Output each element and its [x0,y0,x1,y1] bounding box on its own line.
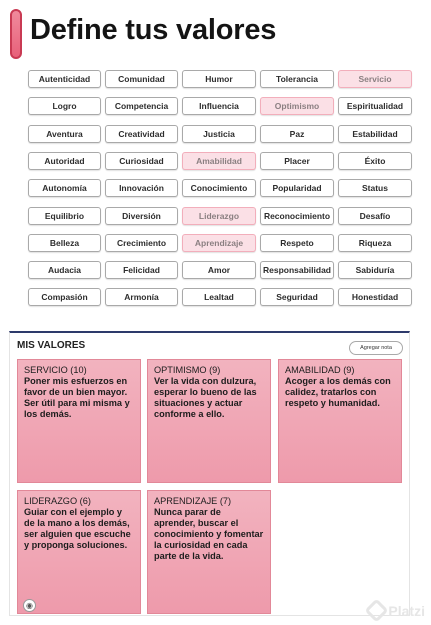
value-chip-innovacion[interactable]: Innovación [105,179,178,197]
value-chip-logro[interactable]: Logro [28,97,101,115]
value-chip-autonomia[interactable]: Autonomía [28,179,101,197]
value-chip-seguridad[interactable]: Seguridad [260,288,334,306]
value-chip-respeto[interactable]: Respeto [260,234,334,252]
value-chip-optimismo[interactable]: Optimismo [260,97,334,115]
value-chip-amor[interactable]: Amor [182,261,256,279]
note-servicio[interactable] [17,359,141,483]
watermark-text: Platzi [388,602,425,619]
value-chip-popularidad[interactable]: Popularidad [260,179,334,197]
value-chip-amabilidad[interactable]: Amabilidad [182,152,256,170]
note-heading: SERVICIO (10) [24,365,87,375]
value-chip-equilibrio[interactable]: Equilibrio [28,207,101,225]
value-chip-autoridad[interactable]: Autoridad [28,152,101,170]
note-body: Poner mis esfuerzos en favor de un bien mayor. Ser útil para mi misma y los demás. [24,376,130,419]
value-chip-conocimiento[interactable]: Conocimiento [182,179,256,197]
page-title: Define tus valores [30,14,277,46]
lock-icon[interactable]: ◉ [23,599,36,612]
note-body: Nunca parar de aprender, buscar el conocimiento y fomentar la curiosidad en cada parte de la vida. [154,507,264,561]
value-chip-autenticidad[interactable]: Autenticidad [28,70,101,88]
note-body: Guiar con el ejemplo y de la mano a los demás, ser alguien que escuche y proponga soluciones. [24,507,131,550]
value-chip-reconocimiento[interactable]: Reconocimiento [260,207,334,225]
value-chip-crecimiento[interactable]: Crecimiento [105,234,178,252]
value-chip-lealtad[interactable]: Lealtad [182,288,256,306]
value-chip-influencia[interactable]: Influencia [182,97,256,115]
value-chip-humor[interactable]: Humor [182,70,256,88]
note-body: Ver la vida con dulzura, esperar lo bueno de las situaciones y actuar conforme a ello. [154,376,257,419]
value-chip-competencia[interactable]: Competencia [105,97,178,115]
note-amabilidad[interactable] [278,359,402,483]
note-liderazgo[interactable] [17,490,141,614]
value-chip-estabilidad[interactable]: Estabilidad [338,125,412,143]
value-chip-liderazgo[interactable]: Liderazgo [182,207,256,225]
title-accent-bar [10,9,22,59]
platzi-watermark [368,602,425,619]
value-chip-compasion[interactable]: Compasión [28,288,101,306]
note-optimismo[interactable] [147,359,271,483]
value-chip-espiritualidad[interactable]: Espiritualidad [338,97,412,115]
note-body: Acoger a los demás con calidez, tratarlos con respeto y humanidad. [285,376,391,408]
value-chip-exito[interactable]: Éxito [338,152,412,170]
value-chip-aventura[interactable]: Aventura [28,125,101,143]
note-heading: APRENDIZAJE (7) [154,496,232,506]
value-chip-audacia[interactable]: Audacia [28,261,101,279]
value-chip-paz[interactable]: Paz [260,125,334,143]
value-chip-aprendizaje[interactable]: Aprendizaje [182,234,256,252]
value-chip-honestidad[interactable]: Honestidad [338,288,412,306]
value-chip-riqueza[interactable]: Riqueza [338,234,412,252]
value-chip-sabiduria[interactable]: Sabiduría [338,261,412,279]
value-chip-comunidad[interactable]: Comunidad [105,70,178,88]
value-chip-belleza[interactable]: Belleza [28,234,101,252]
panel-title: MIS VALORES [17,340,86,351]
value-chip-creatividad[interactable]: Creatividad [105,125,178,143]
value-chip-placer[interactable]: Placer [260,152,334,170]
value-chip-curiosidad[interactable]: Curiosidad [105,152,178,170]
note-aprendizaje[interactable] [147,490,271,614]
value-chip-justicia[interactable]: Justicia [182,125,256,143]
value-chip-felicidad[interactable]: Felicidad [105,261,178,279]
note-heading: OPTIMISMO (9) [154,365,221,375]
value-chip-servicio[interactable]: Servicio [338,70,412,88]
value-chip-diversion[interactable]: Diversión [105,207,178,225]
value-chip-status[interactable]: Status [338,179,412,197]
note-heading: LIDERAZGO (6) [24,496,91,506]
note-heading: AMABILIDAD (9) [285,365,355,375]
platzi-logo-icon [365,598,389,622]
value-chip-desafio[interactable]: Desafío [338,207,412,225]
value-chip-armonia[interactable]: Armonía [105,288,178,306]
value-chip-tolerancia[interactable]: Tolerancia [260,70,334,88]
value-chip-responsabilidad[interactable]: Responsabilidad [260,261,334,279]
add-note-button[interactable]: Agregar nota [349,341,403,355]
